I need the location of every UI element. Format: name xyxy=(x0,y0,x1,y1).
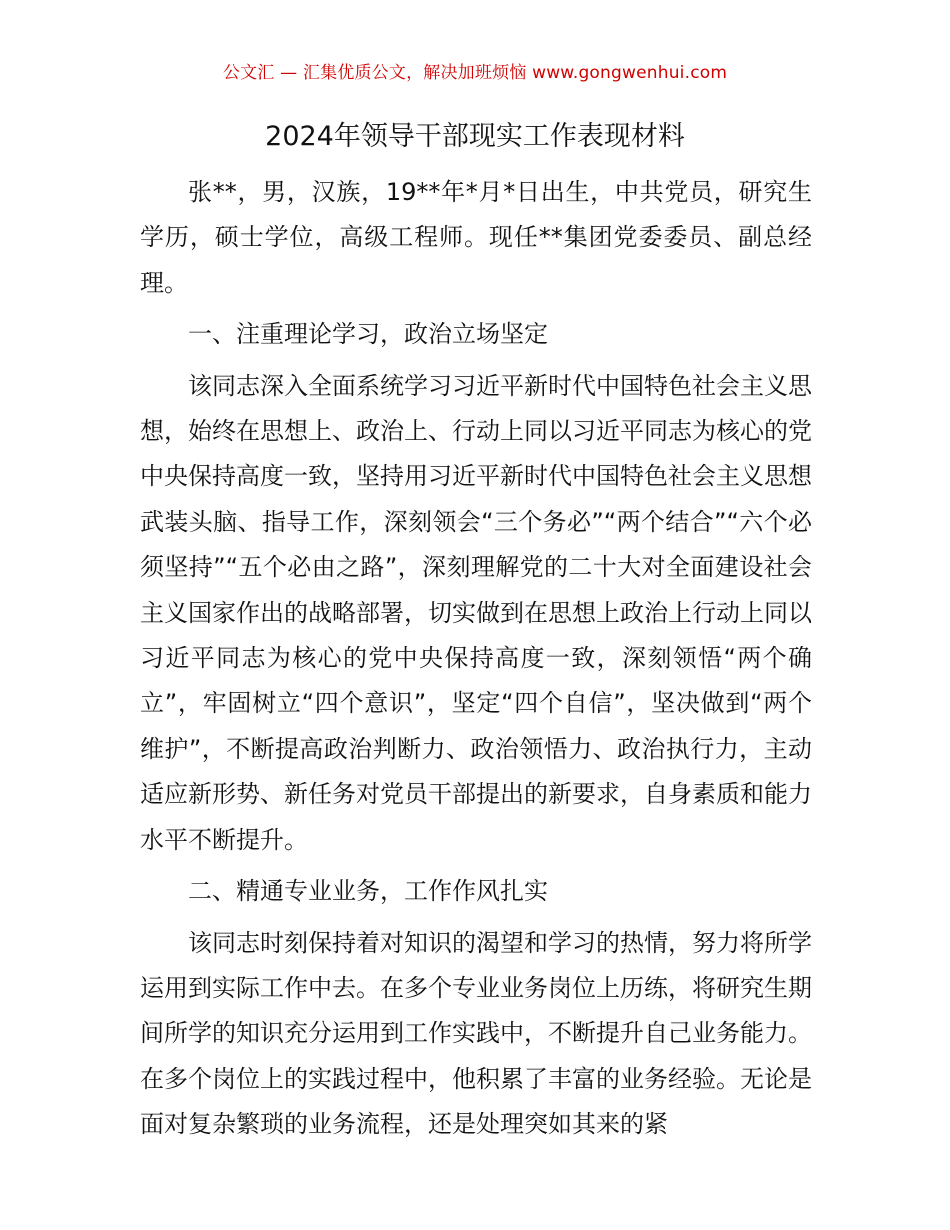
document-body xyxy=(140,170,812,1148)
section-paragraph-1: 该同志深入全面系统学习习近平新时代中国特色社会主义思想，始终在思想上、政治上、行动上同以习近平同志为核心的党中央保持高度一致，坚持用习近平新时代中国特色社会主义思想武装头脑、指导工作，深刻领会“三个务必”“两个结合”“六个必须坚持”“五个必由之路”，深刻理解党的二十大对全面建设社会主义国家作出的战略部署，切实做到在思想上政治上行动上同以习近平同志为核心的党中央保持高度一致，深刻领悟“两个确立”，牢固树立“四个意识”，坚定“四个自信”，坚决做到“两个维护”，不断提高政治判断力、政治领悟力、政治执行力，主动适应新形势、新任务对党员干部提出的新要求，自身素质和能力水平不断提升。 xyxy=(140,371,812,854)
section-paragraph-2: 该同志时刻保持着对知识的渴望和学习的热情，努力将所学运用到实际工作中去。在多个专业业务岗位上历练，将研究生期间所学的知识充分运用到工作实践中，不断提升自己业务能力。在多个岗位上的实践过程中，他积累了丰富的业务经验。无论是面对复杂繁琐的业务流程，还是处理突如其来的紧 xyxy=(140,928,812,1139)
section-heading-2: 二、精通专业业务，工作作风扎实 xyxy=(188,877,548,906)
site-header-banner: 公文汇 — 汇集优质公文，解决加班烦恼 www.gongwenhui.com xyxy=(222,63,728,83)
intro-paragraph: 张**，男，汉族，19**年*月*日出生，中共党员，研究生学历，硕士学位，高级工程师。现任**集团党委委员、副总经理。 xyxy=(140,178,812,297)
document-title: 2024年领导干部现实工作表现材料 xyxy=(265,121,685,152)
section-heading-1: 一、注重理论学习，政治立场坚定 xyxy=(188,320,548,349)
